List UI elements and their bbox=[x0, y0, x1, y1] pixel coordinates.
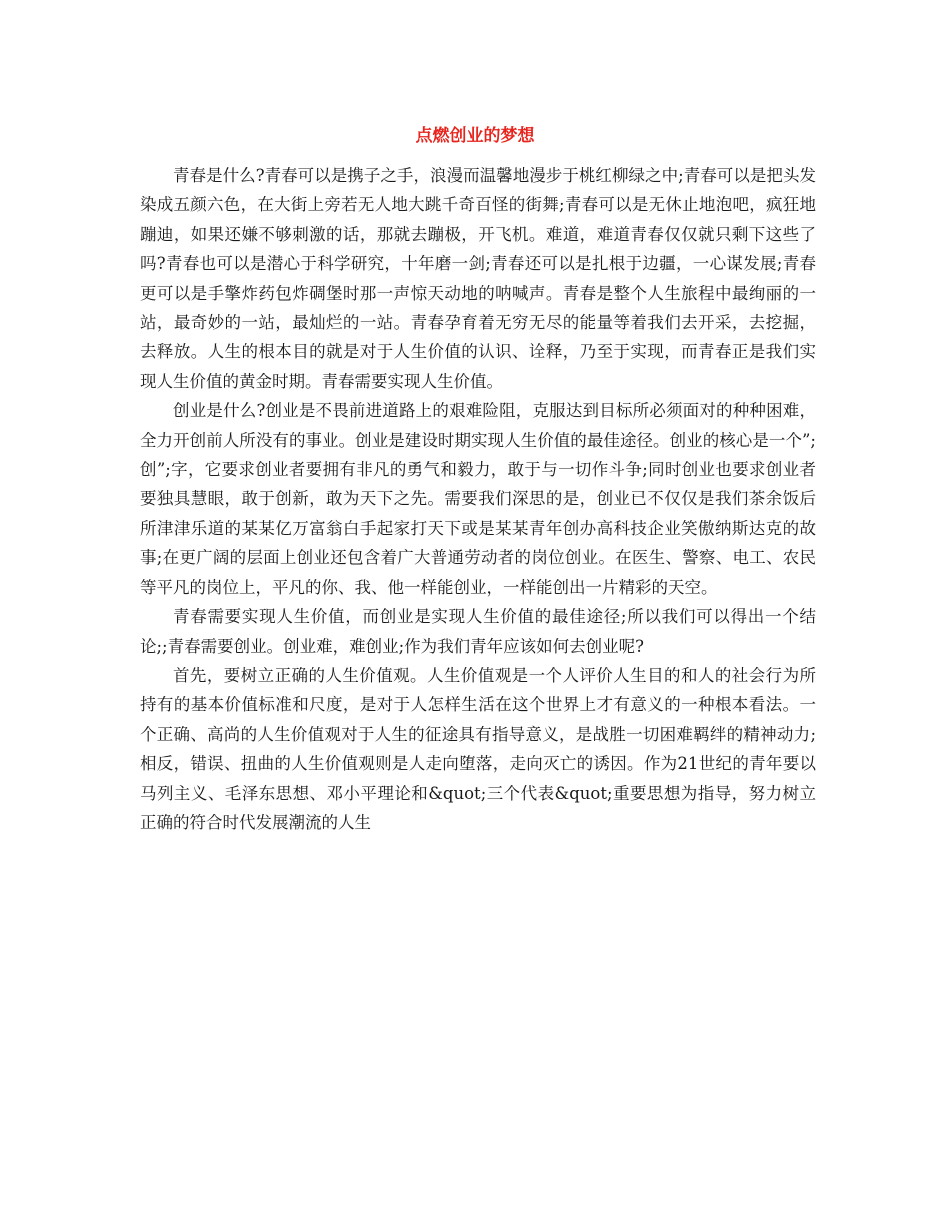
paragraph-conclusion: 青春需要实现人生价值，而创业是实现人生价值的最佳途径;所以我们可以得出一个结论;;青春需要创业。创业难，难创业;作为我们青年应该如何去创业呢? bbox=[140, 607, 816, 656]
paragraph-entrepreneurship: 创业是什么?创业是不畏前进道路上的艰难险阻，克服达到目标所必须面对的种种困难，全力开创前人所没有的事业。创业是建设时期实现人生价值的最佳途径。创业的核心是一个”;创”;字，它要求创业者要拥有非凡的勇气和毅力，敢于与一切作斗争;同时创业也要求创业者要独具慧眼，敢于创新，敢为天下之先。需要我们深思的是，创业已不仅仅是我们茶余饭后所津津乐道的某某亿万富翁白手起家打天下或是某某青年创办高科技企业笑傲纳斯达克的故事;在更广阔的层面上创业还包含着广大普通劳动者的岗位创业。在医生、警察、电工、农民等平凡的岗位上，平凡的你、我、他一样能创业，一样能创出一片精彩的天空。 bbox=[140, 401, 816, 597]
paragraph-youth: 青春是什么?青春可以是携子之手，浪漫而温馨地漫步于桃红柳绿之中;青春可以是把头发染成五颜六色，在大街上旁若无人地大跳千奇百怪的街舞;青春可以是无休止地泡吧，疯狂地蹦迪，如果还嫌不够刺激的话，那就去蹦极，开飞机。难道，难道青春仅仅就只剩下这些了吗?青春也可以是潜心于科学研究，十年磨一剑;青春还可以是扎根于边疆，一心谋发展;青春更可以是手擎炸药包炸碉堡时那一声惊天动地的呐喊声。青春是整个人生旅程中最绚丽的一站，最奇妙的一站，最灿烂的一站。青春孕育着无穷无尽的能量等着我们去开采，去挖掘，去释放。人生的根本目的就是对于人生价值的认识、诠释，乃至于实现，而青春正是我们实现人生价值的黄金时期。青春需要实现人生价值。 bbox=[140, 166, 816, 391]
paragraph-values: 首先，要树立正确的人生价值观。人生价值观是一个人评价人生目的和人的社会行为所持有的基本价值标准和尺度，是对于人怎样生活在这个世界上才有意义的一种根本看法。一个正确、高尚的人生价值观对于人生的征途具有指导意义，是战胜一切困难羁绊的精神动力;相反，错误、扭曲的人生价值观则是人走向堕落，走向灭亡的诱因。作为21世纪的青年要以马列主义、毛泽东思想、邓小平理论和&quot;三个代表&quot;重要思想为指导，努力树立正确的符合时代发展潮流的人生 bbox=[140, 665, 816, 832]
document-title: 点燃创业的梦想 bbox=[415, 126, 535, 146]
document-body bbox=[140, 161, 816, 837]
